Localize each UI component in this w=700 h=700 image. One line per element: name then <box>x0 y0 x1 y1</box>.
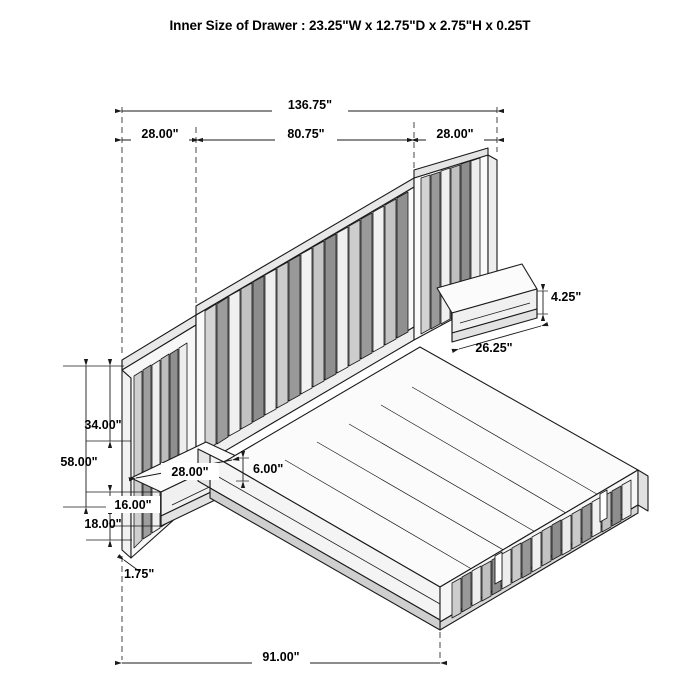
dim-label-left-extension: 28.00" <box>141 127 179 141</box>
dim-label-headboard-panel-height: 34.00" <box>84 418 122 432</box>
dim-label-nightstand-depth: 26.25" <box>475 341 513 355</box>
dim-label-nightstand-top-height: 6.00" <box>253 462 284 476</box>
dim-label-nightstand-height-from-floor: 18.00" <box>84 517 122 531</box>
dim-label-drawer-height: 4.25" <box>551 290 582 304</box>
dim-drawer-height <box>537 291 548 314</box>
page-title: Inner Size of Drawer : 23.25"W x 12.75"D x 2.75"H x 0.25T <box>169 18 531 33</box>
dim-label-overall-width: 136.75" <box>287 98 333 112</box>
headboard-left-wing <box>122 315 196 558</box>
dim-label-nightstand-width: 28.00" <box>171 465 209 479</box>
dim-label-nightstand-clearance: 16.00" <box>114 498 152 512</box>
dim-label-overall-depth: 91.00" <box>262 650 300 664</box>
dim-label-overall-height: 58.00" <box>60 455 98 469</box>
dim-label-headboard-width: 80.75" <box>287 127 325 141</box>
dim-label-base-thickness: 1.75" <box>124 567 155 581</box>
dim-label-right-extension: 28.00" <box>436 127 474 141</box>
